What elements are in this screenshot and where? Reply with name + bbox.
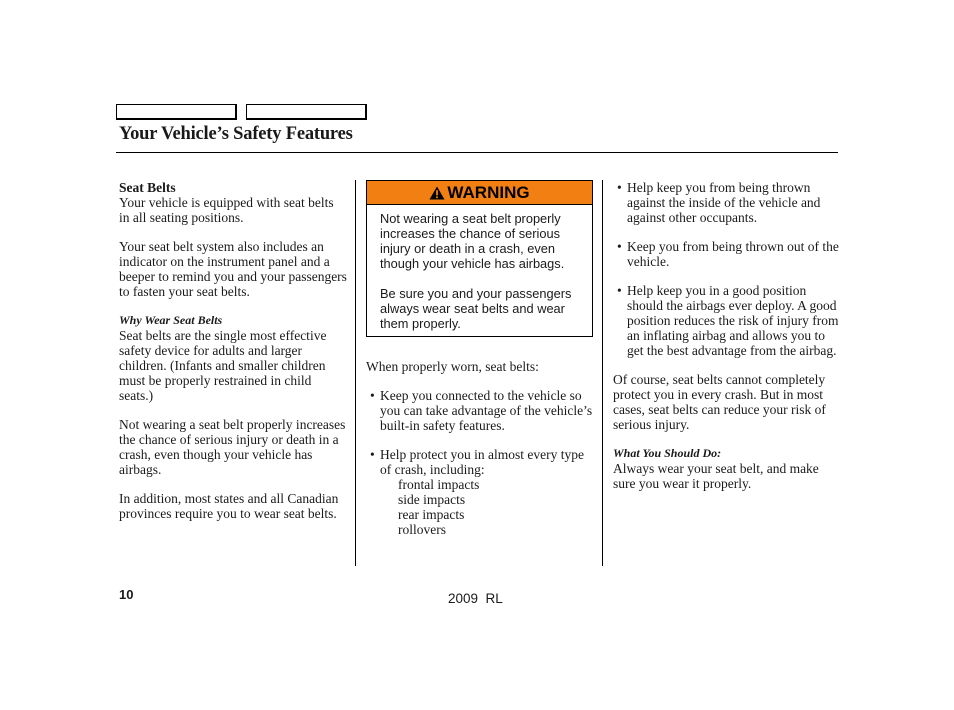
paragraph: When properly worn, seat belts: bbox=[366, 359, 539, 374]
title-rule bbox=[116, 152, 838, 153]
bullet-dot: • bbox=[370, 388, 375, 403]
section-heading: Seat Belts bbox=[119, 180, 176, 195]
section-subheading: What You Should Do: bbox=[613, 446, 722, 460]
bullet-dot: • bbox=[617, 283, 622, 298]
paragraph: In addition, most states and all Canadian provinces require you to wear seat belts. bbox=[119, 491, 339, 521]
paragraph: Always wear your seat belt, and make sure you wear it properly. bbox=[613, 461, 819, 491]
paragraph: Of course, seat belts cannot completely protect you in every crash. But in most cases, seat belts can reduce your risk of serious injury. bbox=[613, 372, 826, 432]
bullet-item bbox=[613, 239, 839, 269]
bullet-item bbox=[366, 388, 598, 433]
paragraph: Your vehicle is equipped with seat belts in all seating positions. bbox=[119, 195, 334, 225]
column-2 bbox=[366, 180, 598, 551]
column-1 bbox=[119, 180, 347, 535]
warning-box bbox=[366, 180, 593, 337]
warning-header bbox=[367, 181, 592, 205]
column-divider bbox=[355, 180, 356, 566]
nav-tab-next[interactable] bbox=[246, 104, 367, 120]
bullet-item bbox=[613, 180, 839, 225]
page-title: Your Vehicle’s Safety Features bbox=[119, 124, 353, 144]
warning-triangle-icon bbox=[429, 186, 445, 200]
bullet-dot: • bbox=[617, 239, 622, 254]
what-to-do-section bbox=[613, 446, 839, 491]
bullet-item bbox=[366, 447, 598, 537]
why-wear-section bbox=[119, 313, 347, 403]
bullet-text: Keep you from being thrown out of the vehicle. bbox=[627, 239, 839, 269]
bullet-dot: • bbox=[617, 180, 622, 195]
bullet-dot: • bbox=[370, 447, 375, 462]
crash-type-list bbox=[380, 477, 598, 537]
seat-belts-section bbox=[119, 180, 347, 225]
bullet-text: Help keep you from being thrown against the inside of the vehicle and against other occupants. bbox=[627, 180, 821, 225]
bullet-text: Help protect you in almost every type of crash, including: bbox=[380, 447, 584, 477]
paragraph: Your seat belt system also includes an indicator on the instrument panel and a beeper to remind you and your passengers to fasten your seat belts. bbox=[119, 239, 347, 299]
list-item: rollovers bbox=[398, 522, 446, 537]
page-number: 10 bbox=[119, 587, 134, 602]
bullet-text: Help keep you in a good position should the airbags ever deploy. A good position reduces the risk of injury from an inflating airbag and allows you to get the best advantage from the airbag. bbox=[627, 283, 839, 358]
bullet-item bbox=[613, 283, 839, 358]
warning-text: Be sure you and your passengers always wear seat belts and wear them properly. bbox=[380, 286, 572, 331]
column-3 bbox=[613, 180, 839, 505]
footer-model: 2009 RL bbox=[448, 591, 503, 606]
bullet-text: Keep you connected to the vehicle so you can take advantage of the vehicle’s built-in safety features. bbox=[380, 388, 593, 433]
list-item: frontal impacts bbox=[398, 477, 480, 492]
paragraph: Not wearing a seat belt properly increases the chance of serious injury or death in a crash, even though your vehicle has airbags. bbox=[119, 417, 346, 477]
paragraph: Seat belts are the single most effective safety device for adults and larger children. (Infants and smaller children must be properly restrained in child seats.) bbox=[119, 328, 327, 403]
warning-label: WARNING bbox=[447, 183, 530, 202]
warning-text: Not wearing a seat belt properly increases the chance of serious injury or death in a crash, even though your vehicle has airbags. bbox=[380, 211, 565, 271]
warning-body bbox=[367, 205, 592, 336]
nav-tab-previous[interactable] bbox=[116, 104, 237, 120]
list-item: side impacts bbox=[398, 492, 466, 507]
list-item: rear impacts bbox=[398, 507, 465, 522]
column-divider bbox=[602, 180, 603, 566]
section-subheading: Why Wear Seat Belts bbox=[119, 313, 223, 327]
